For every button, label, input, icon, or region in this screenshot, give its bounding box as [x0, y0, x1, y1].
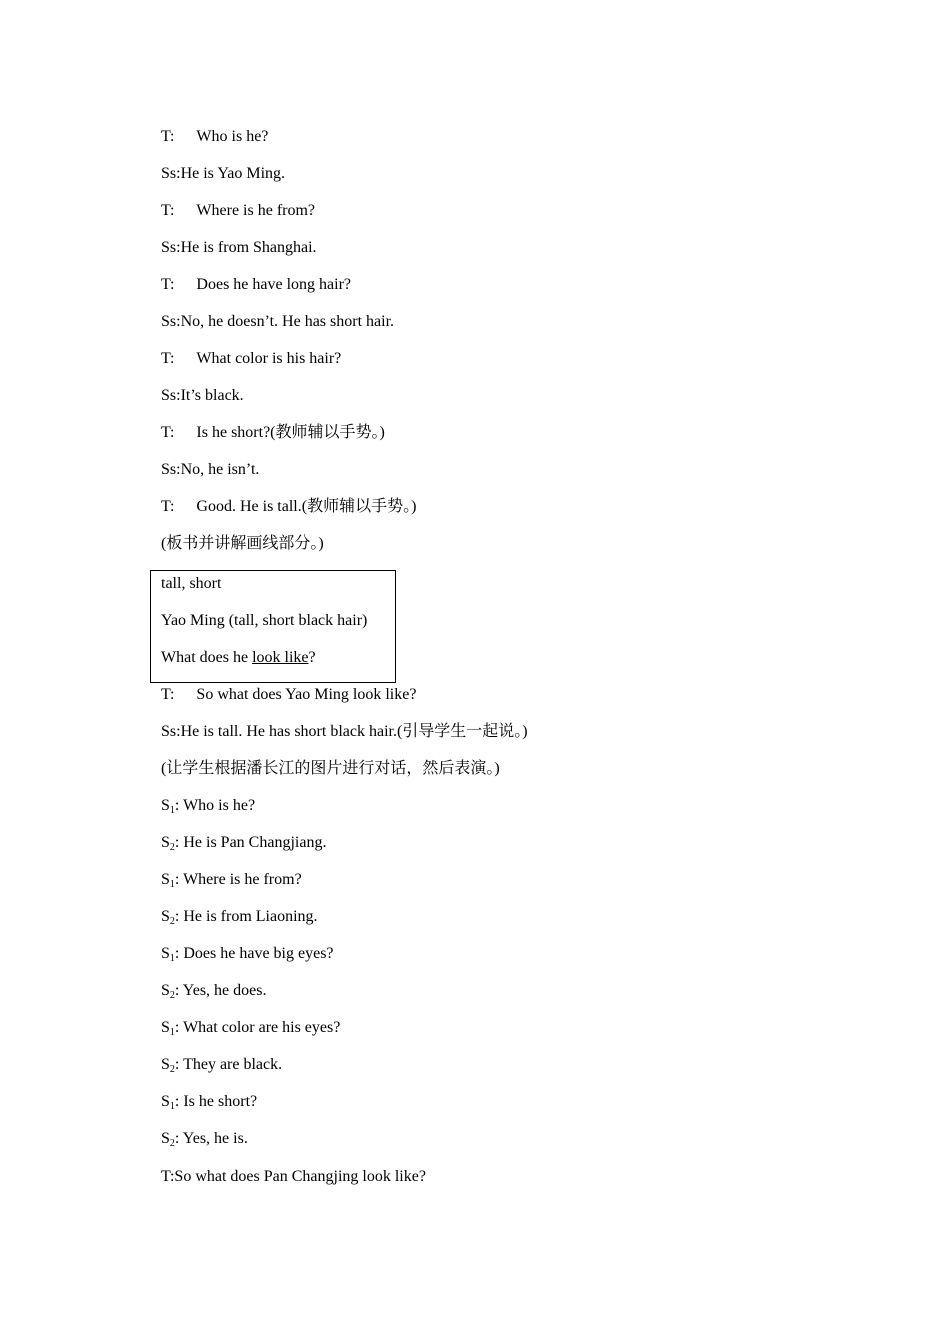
speaker-number: 2 — [169, 1064, 175, 1075]
speaker-label: Ss: — [161, 239, 181, 256]
teacher-note: (板书并讲解画线部分。) — [161, 535, 324, 552]
board-line-question — [161, 648, 316, 668]
closing-question — [161, 1167, 426, 1187]
speaker-label: S — [161, 945, 170, 962]
pair-dialogue-line — [161, 944, 334, 964]
speaker-number: 2 — [169, 842, 175, 853]
dialogue-line — [161, 201, 315, 221]
speaker-number: 2 — [169, 990, 175, 1001]
speaker-number: 2 — [169, 916, 175, 927]
speaker-label: T: — [161, 128, 175, 145]
speaker-label: T: — [161, 686, 175, 703]
board-line-adjectives: tall, short — [161, 575, 222, 592]
utterance: So what does Yao Ming look like? — [196, 686, 417, 703]
speaker-label: T: — [161, 424, 175, 441]
blackboard-box — [150, 570, 396, 683]
utterance: : He is from Liaoning. — [174, 908, 318, 925]
utterance: : Yes, he does. — [174, 982, 267, 999]
speaker-number: 1 — [169, 1101, 175, 1112]
speaker-number: 1 — [169, 879, 175, 890]
utterance: Is he short?(教师辅以手势。) — [196, 424, 385, 441]
speaker-label: Ss: — [161, 313, 181, 330]
speaker-number: 1 — [169, 805, 175, 816]
pair-dialogue-line — [161, 981, 266, 1001]
speaker-label: S — [161, 834, 170, 851]
utterance: : Where is he from? — [174, 871, 302, 888]
pair-dialogue-line — [161, 870, 302, 890]
utterance: : Does he have big eyes? — [174, 945, 334, 962]
pair-dialogue-line — [161, 907, 318, 927]
speaker-label: S — [161, 1056, 170, 1073]
dialogue-line — [161, 722, 528, 742]
speaker-label: Ss: — [161, 461, 181, 478]
speaker-label: S — [161, 797, 170, 814]
pair-dialogue-line — [161, 833, 326, 853]
dialogue-line — [161, 423, 385, 443]
speaker-label: T: — [161, 202, 175, 219]
utterance: : He is Pan Changjiang. — [174, 834, 327, 851]
board-line-example: Yao Ming (tall, short black hair) — [161, 612, 368, 629]
teacher-note: (让学生根据潘长江的图片进行对话，然后表演。) — [161, 760, 500, 777]
utterance: He is from Shanghai. — [180, 239, 317, 256]
dialogue-line — [161, 497, 416, 517]
dialogue-line — [161, 127, 268, 147]
speaker-label: T: — [161, 350, 175, 367]
utterance: No, he isn’t. — [180, 461, 260, 478]
speaker-label: S — [161, 908, 170, 925]
question-mark: ? — [308, 649, 316, 666]
speaker-label: T: — [161, 276, 175, 293]
speaker-label: S — [161, 982, 170, 999]
pair-dialogue-line — [161, 1092, 257, 1112]
dialogue-line — [161, 238, 317, 258]
speaker-number: 1 — [169, 953, 175, 964]
utterance: Does he have long hair? — [196, 276, 352, 293]
speaker-label: Ss: — [161, 723, 181, 740]
speaker-label: S — [161, 1093, 170, 1110]
utterance: What color is his hair? — [196, 350, 342, 367]
utterance: : Yes, he is. — [174, 1130, 248, 1147]
speaker-label: S — [161, 1130, 170, 1147]
speaker-label: Ss: — [161, 165, 181, 182]
dialogue-line — [161, 460, 259, 480]
utterance: : What color are his eyes? — [174, 1019, 341, 1036]
pair-dialogue-line — [161, 1129, 248, 1149]
dialogue-line — [161, 685, 416, 705]
dialogue-line — [161, 312, 394, 332]
pair-dialogue-line — [161, 1055, 282, 1075]
utterance: No, he doesn’t. He has short hair. — [180, 313, 395, 330]
pair-dialogue-line — [161, 1018, 340, 1038]
speaker-number: 2 — [169, 1138, 175, 1149]
speaker-label: S — [161, 1019, 170, 1036]
dialogue-line — [161, 349, 341, 369]
speaker-label: T: — [161, 1168, 175, 1185]
utterance: He is Yao Ming. — [180, 165, 286, 182]
dialogue-line — [161, 275, 351, 295]
utterance: He is tall. He has short black hair.(引导学生一起说。) — [180, 723, 528, 740]
dialogue-line — [161, 164, 285, 184]
utterance: So what does Pan Changjing look like? — [174, 1168, 426, 1185]
question-text: What does he — [161, 649, 253, 666]
speaker-label: Ss: — [161, 387, 181, 404]
dialogue-line — [161, 386, 244, 406]
utterance: : They are black. — [174, 1056, 283, 1073]
utterance: Good. He is tall.(教师辅以手势。) — [196, 498, 417, 515]
utterance: : Who is he? — [174, 797, 256, 814]
utterance: Who is he? — [196, 128, 269, 145]
pair-dialogue-line — [161, 796, 255, 816]
underlined-phrase: look like — [252, 649, 309, 666]
speaker-label: T: — [161, 498, 175, 515]
utterance: Where is he from? — [196, 202, 316, 219]
speaker-number: 1 — [169, 1027, 175, 1038]
speaker-label: S — [161, 871, 170, 888]
utterance: It’s black. — [180, 387, 244, 404]
utterance: : Is he short? — [174, 1093, 258, 1110]
